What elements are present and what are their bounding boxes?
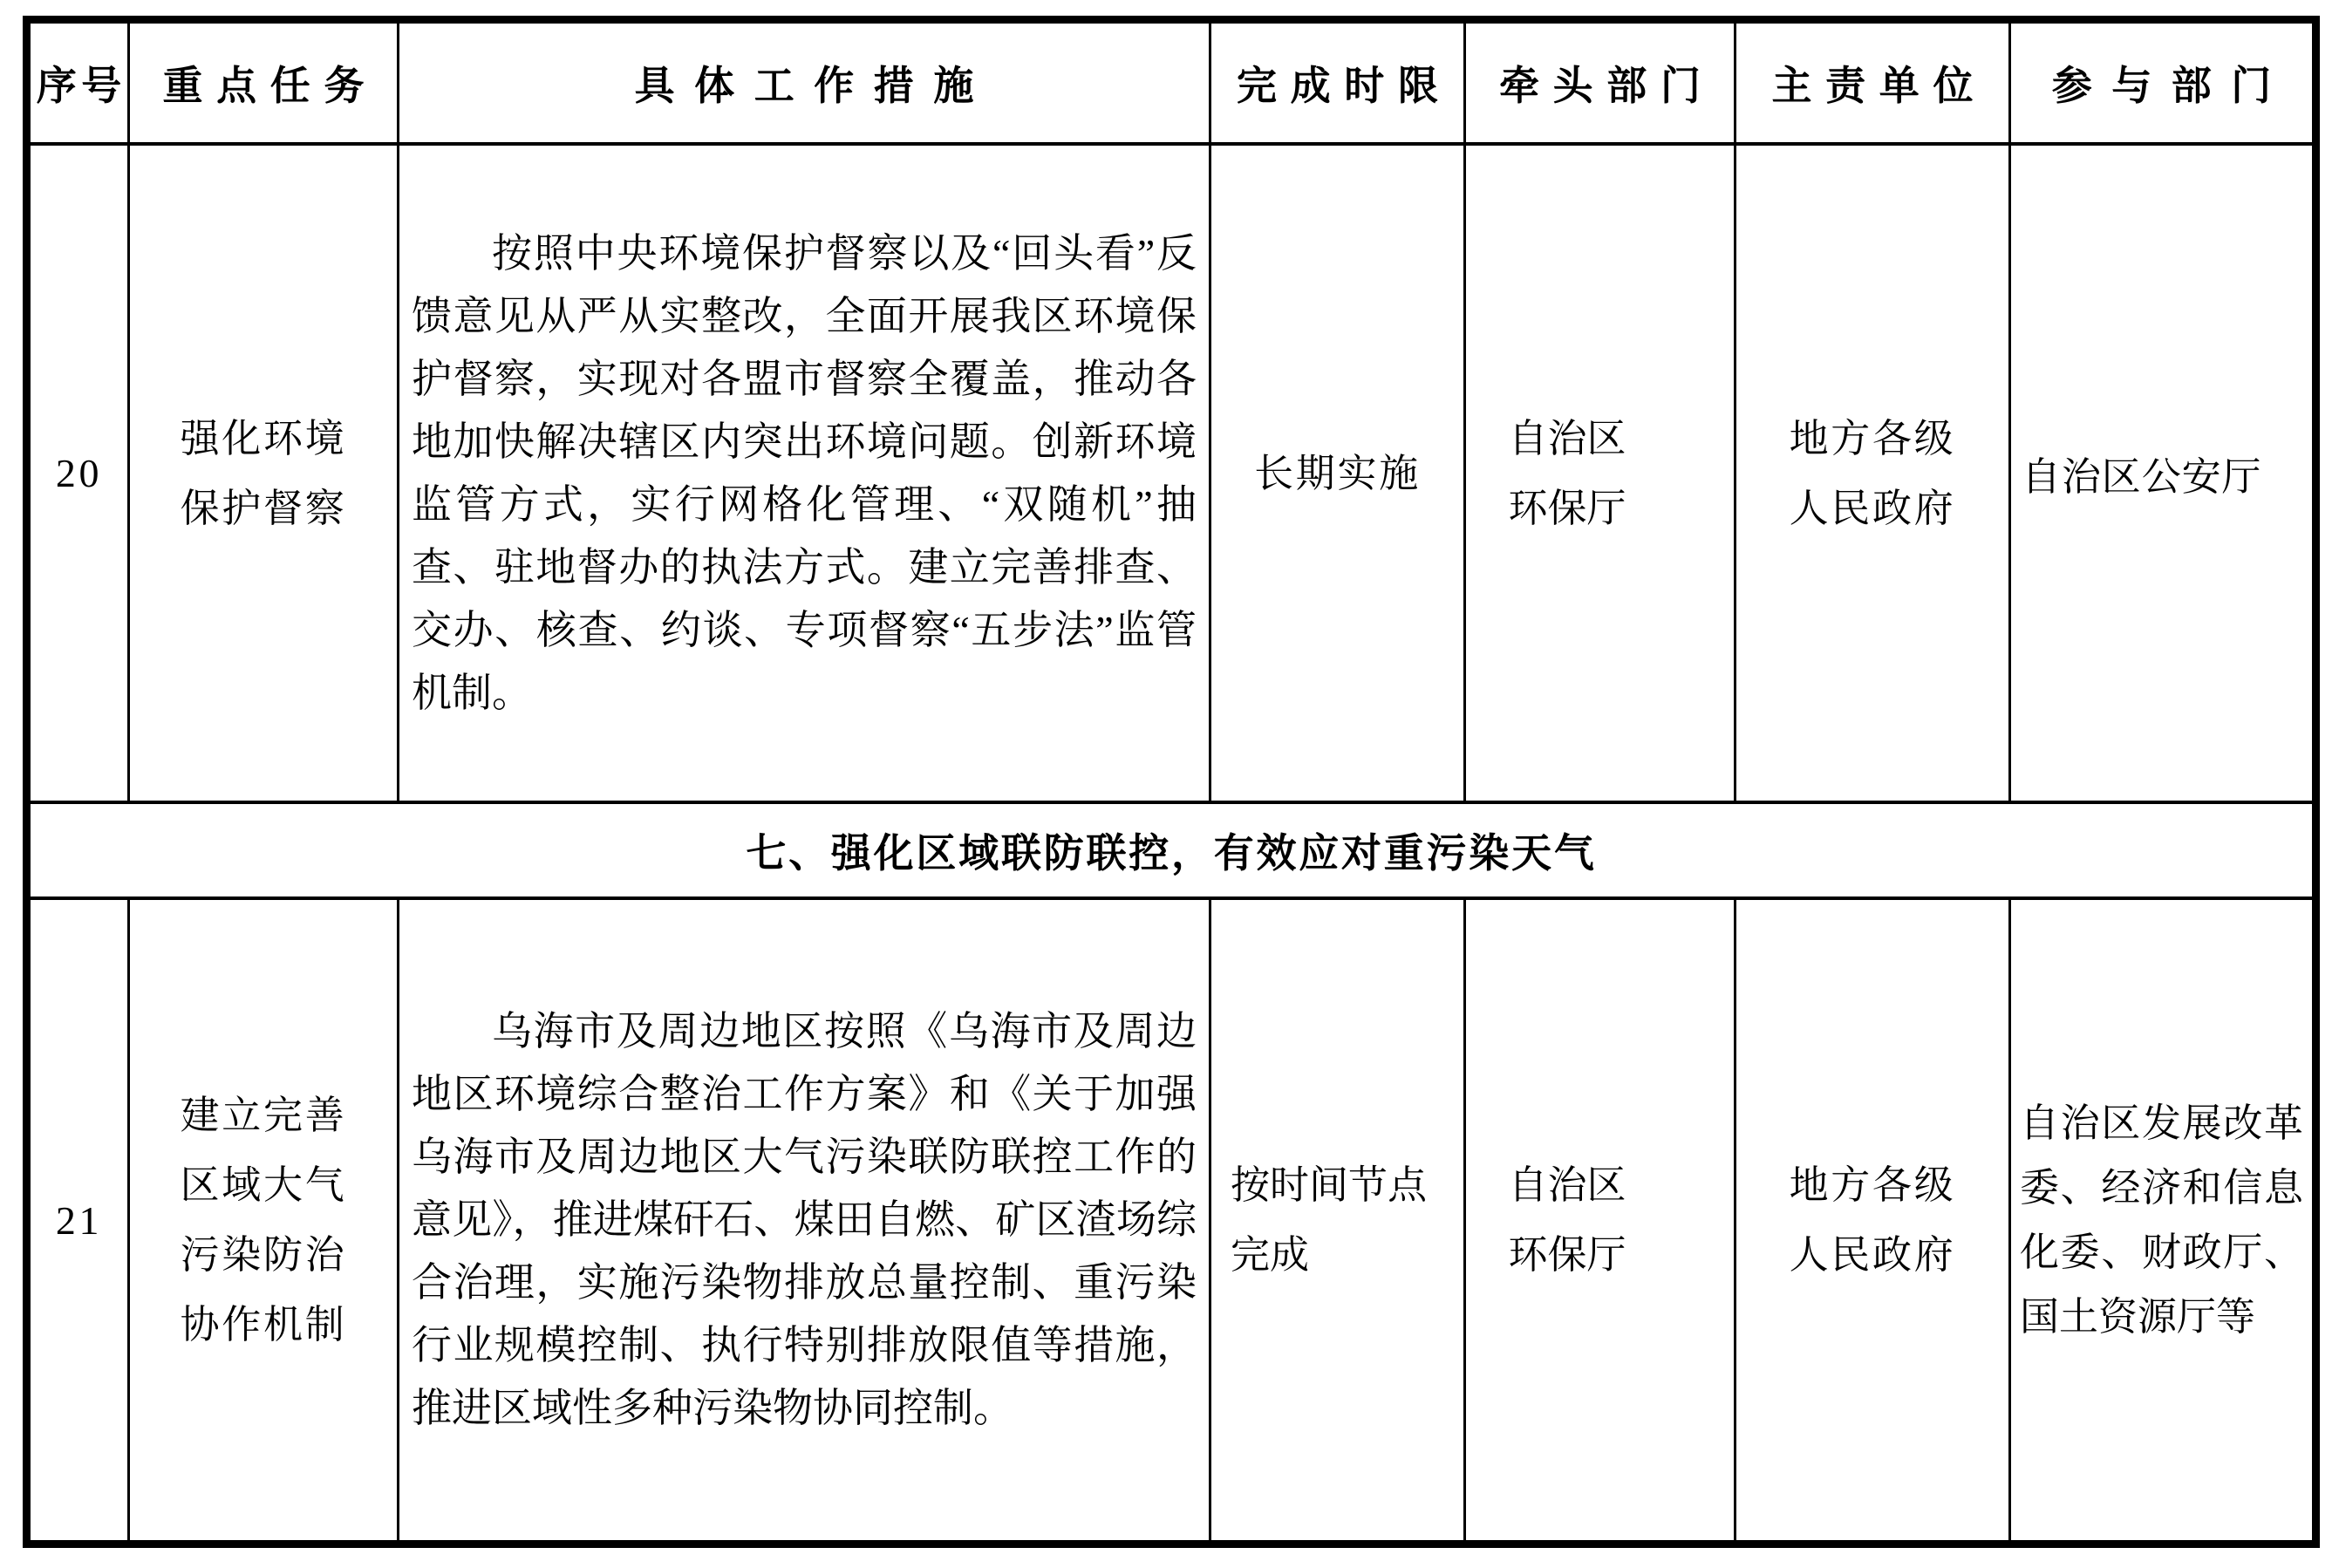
responsible-unit-line: 人民政府 <box>1789 486 1956 530</box>
key-task-text <box>181 404 347 543</box>
key-task-line: 污染防治 <box>180 1233 347 1277</box>
cell-deadline-21 <box>1211 900 1466 1540</box>
cell-measures-21 <box>399 900 1211 1540</box>
cell-deadline-20 <box>1211 146 1466 801</box>
key-task-line: 建立完善 <box>180 1094 347 1137</box>
responsible-unit-text <box>1790 1150 1956 1290</box>
cell-responsible-unit-20 <box>1736 146 2011 801</box>
key-task-line: 强化环境 <box>180 416 347 460</box>
table-row-20 <box>31 146 2312 804</box>
col-header-deadline-label: 完成时限 <box>1237 64 1452 108</box>
col-header-seq-label: 序号 <box>36 64 126 108</box>
cell-key-task-21 <box>130 900 399 1540</box>
key-task-text <box>181 1081 347 1360</box>
col-header-participating-dept-label: 参 与 部 门 <box>2051 64 2276 108</box>
table-header-row <box>31 24 2312 146</box>
lead-dept-line: 自治区 <box>1508 1163 1626 1207</box>
col-header-deadline <box>1211 24 1466 142</box>
key-task-line: 区域大气 <box>180 1163 347 1207</box>
lead-dept-line: 环保厅 <box>1508 1233 1626 1277</box>
col-header-measures-label: 具 体 工 作 措 施 <box>634 64 979 108</box>
key-task-line: 保护督察 <box>180 486 347 530</box>
deadline-line: 完成 <box>1231 1233 1310 1277</box>
cell-participating-dept-20 <box>2011 146 2312 801</box>
deadline-text <box>1231 1150 1444 1290</box>
deadline-line: 长期实施 <box>1254 451 1421 495</box>
col-header-responsible-unit <box>1736 24 2011 142</box>
col-header-key-task-label: 重点任务 <box>162 64 378 108</box>
participating-dept-text: 自治区发展改革委、经济和信息化委、财政厅、国土资源厅等 <box>2020 1101 2303 1339</box>
section-header-row <box>31 804 2312 900</box>
cell-lead-dept-21 <box>1466 900 1736 1540</box>
cell-participating-dept-21 <box>2011 900 2312 1540</box>
table-row-21 <box>31 900 2312 1540</box>
lead-dept-text <box>1509 1150 1692 1290</box>
col-header-responsible-unit-label: 主责单位 <box>1771 64 1988 108</box>
key-task-line: 协作机制 <box>180 1303 347 1346</box>
cell-seq-21 <box>31 900 130 1540</box>
seq-number: 21 <box>55 1197 103 1243</box>
cell-key-task-20 <box>130 146 399 801</box>
participating-dept-text: 自治区公安厅 <box>2022 455 2262 499</box>
col-header-seq <box>31 24 130 142</box>
responsible-unit-line: 地方各级 <box>1789 416 1956 460</box>
work-measures-table <box>23 16 2320 1548</box>
section-header-cell <box>31 804 2312 896</box>
col-header-participating-dept <box>2011 24 2312 142</box>
lead-dept-text <box>1509 404 1692 543</box>
deadline-line: 按时间节点 <box>1231 1163 1428 1207</box>
col-header-lead-dept-label: 牵头部门 <box>1499 64 1715 108</box>
deadline-text <box>1254 439 1421 508</box>
responsible-unit-line: 人民政府 <box>1789 1233 1956 1277</box>
cell-seq-20 <box>31 146 130 801</box>
seq-number: 20 <box>55 451 103 495</box>
responsible-unit-line: 地方各级 <box>1789 1163 1956 1207</box>
lead-dept-line: 自治区 <box>1508 416 1626 460</box>
cell-responsible-unit-21 <box>1736 900 2011 1540</box>
col-header-key-task <box>130 24 399 142</box>
lead-dept-line: 环保厅 <box>1508 486 1626 530</box>
col-header-measures <box>399 24 1211 142</box>
measures-paragraph: 乌海市及周边地区按照《乌海市及周边地区环境综合整治工作方案》和《关于加强乌海市及周边地区大气污染联防联控工作的意见》，推进煤矸石、煤田自燃、矿区渣场综合治理，实施污染物排放总量控制、重污染行业规模控制、执行特别排放限值等措施，推进区域性多种污染物协同控制。 <box>412 1009 1197 1430</box>
cell-measures-20 <box>399 146 1211 801</box>
responsible-unit-text <box>1790 404 1956 543</box>
col-header-lead-dept <box>1466 24 1736 142</box>
measures-paragraph: 按照中央环境保护督察以及“回头看”反馈意见从严从实整改，全面开展我区环境保护督察，实现对各盟市督察全覆盖，推动各地加快解决辖区内突出环境问题。创新环境监管方式，实行网格化管理、“双随机”抽查、驻地督办的执法方式。建立完善排查、交办、核查、约谈、专项督察“五步法”监管机制。 <box>412 230 1197 715</box>
section-header-text: 七、强化区域联防联控，有效应对重污染天气 <box>746 831 1597 876</box>
cell-lead-dept-20 <box>1466 146 1736 801</box>
